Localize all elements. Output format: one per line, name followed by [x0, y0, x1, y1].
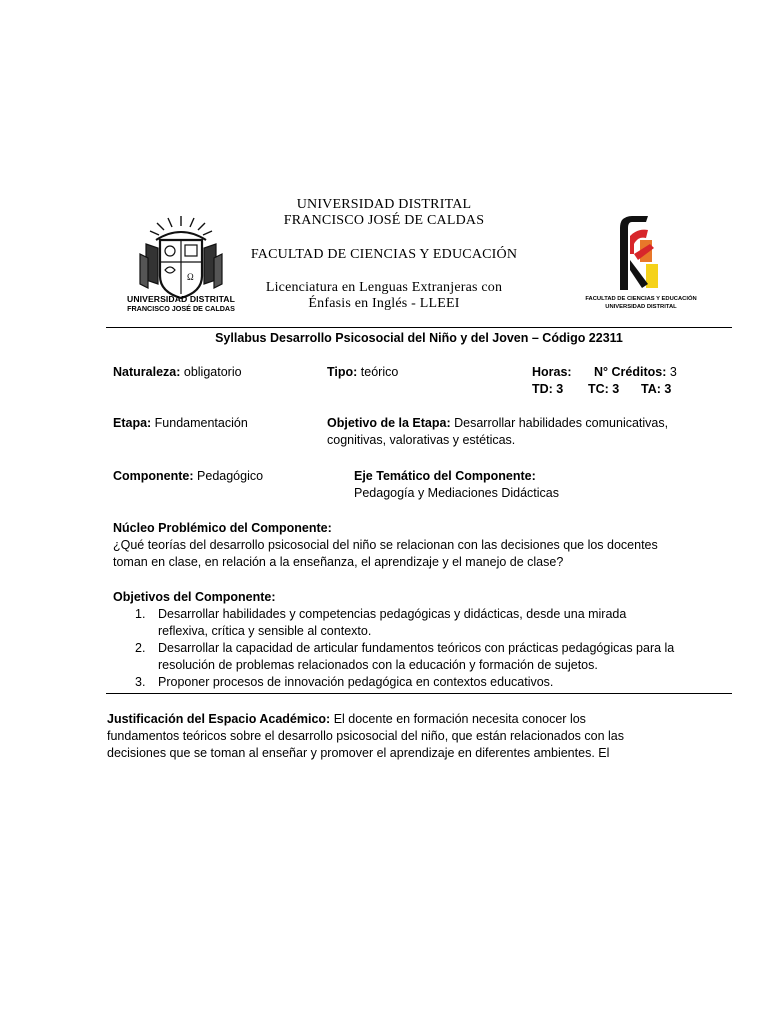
list-item-line2: resolución de problemas relacionados con la educación y formación de sujetos. — [158, 658, 598, 672]
componente-label: Componente: — [113, 469, 194, 483]
syllabus-title: Syllabus Desarrollo Psicosocial del Niño y del Joven – Código 22311 — [215, 331, 623, 345]
tipo-field — [327, 364, 398, 381]
naturaleza-label: Naturaleza: — [113, 365, 181, 379]
justificacion-line1: El docente en formación necesita conocer los — [330, 712, 586, 726]
nucleo-section — [113, 520, 733, 571]
componente-field — [113, 468, 263, 485]
list-item — [113, 674, 733, 691]
creditos-value: 3 — [666, 365, 677, 379]
etapa-field — [113, 415, 248, 432]
seal-caption-line1: UNIVERSIDAD DISTRITAL — [127, 294, 235, 304]
etapa-value: Fundamentación — [151, 416, 248, 430]
nucleo-label: Núcleo Problémico del Componente: — [113, 521, 332, 535]
faculty-logo-caption-line1: FACULTAD DE CIENCIAS Y EDUCACIÓN — [585, 296, 697, 302]
program-name-line2: Énfasis en Inglés - LLEEI — [308, 296, 460, 311]
objetivo-etapa-field — [327, 415, 727, 449]
list-item-number: 3. — [135, 675, 146, 689]
list-item-line2: reflexiva, crítica y sensible al contexto. — [158, 624, 372, 638]
objetivos-section — [113, 589, 733, 691]
nucleo-line1: ¿Qué teorías del desarrollo psicosocial del niño se relacionan con las decisiones que los docentes — [113, 538, 658, 552]
section-divider — [106, 693, 732, 694]
componente-value: Pedagógico — [193, 469, 264, 483]
faculty-logo-icon — [586, 214, 696, 292]
justificacion-label: Justificación del Espacio Académico: — [107, 712, 331, 726]
objetivo-etapa-value-line1: Desarrollar habilidades comunicativas, — [450, 416, 669, 430]
list-item-number: 1. — [135, 607, 146, 621]
list-item — [113, 640, 733, 674]
naturaleza-field — [113, 364, 242, 381]
university-seal-logo — [126, 214, 236, 316]
tc-value: TC: 3 — [588, 382, 620, 396]
list-item-number: 2. — [135, 641, 146, 655]
nucleo-line2: toman en clase, en relación a la enseñanza, el aprendizaje y el manejo de clase? — [113, 555, 564, 569]
eje-label: Eje Temático del Componente: — [354, 469, 536, 483]
svg-text:Ω: Ω — [187, 272, 194, 282]
faculty-logo — [586, 214, 696, 314]
justificacion-line3: decisiones que se toman al enseñar y promover el aprendizaje en diferentes ambientes. El — [107, 746, 610, 760]
objetivo-etapa-value-line2: cognitivas, valorativas y estéticas. — [327, 433, 516, 447]
tipo-label: Tipo: — [327, 365, 358, 379]
ta-value: TA: 3 — [641, 382, 672, 396]
justificacion-line2: fundamentos teóricos sobre el desarrollo psicosocial del niño, que están relacionados con las — [107, 729, 624, 743]
university-name-line1: UNIVERSIDAD DISTRITAL — [296, 197, 472, 212]
horas-label: Horas: — [532, 365, 572, 379]
naturaleza-value: obligatorio — [180, 365, 242, 379]
etapa-label: Etapa: — [113, 416, 152, 430]
objetivos-list — [113, 606, 733, 691]
td-value: TD: 3 — [532, 382, 564, 396]
tipo-value: teórico — [357, 365, 399, 379]
header-divider — [106, 327, 732, 328]
faculty-name: FACULTAD DE CIENCIAS Y EDUCACIÓN — [250, 247, 518, 262]
eje-value: Pedagogía y Mediaciones Didácticas — [354, 486, 559, 500]
justificacion-section — [107, 711, 737, 762]
creditos-label: N° Créditos: — [594, 365, 667, 379]
list-item-line1: Desarrollar habilidades y competencias pedagógicas y didácticas, desde una mirada — [158, 607, 627, 621]
objetivo-etapa-label: Objetivo de la Etapa: — [327, 416, 451, 430]
list-item-line1: Proponer procesos de innovación pedagógica en contextos educativos. — [158, 675, 554, 689]
seal-caption-line2: FRANCISCO JOSÉ DE CALDAS — [127, 304, 235, 313]
university-name-line2: FRANCISCO JOSÉ DE CALDAS — [283, 213, 485, 228]
list-item — [113, 606, 733, 640]
creditos-field — [594, 364, 677, 381]
program-name-line1: Licenciatura en Lenguas Extranjeras con — [265, 280, 503, 295]
eje-field — [354, 468, 559, 502]
faculty-logo-caption-line2: UNIVERSIDAD DISTRITAL — [605, 304, 677, 310]
list-item-line1: Desarrollar la capacidad de articular fundamentos teóricos con prácticas pedagógicas para la — [158, 641, 675, 655]
objetivos-label: Objetivos del Componente: — [113, 590, 276, 604]
